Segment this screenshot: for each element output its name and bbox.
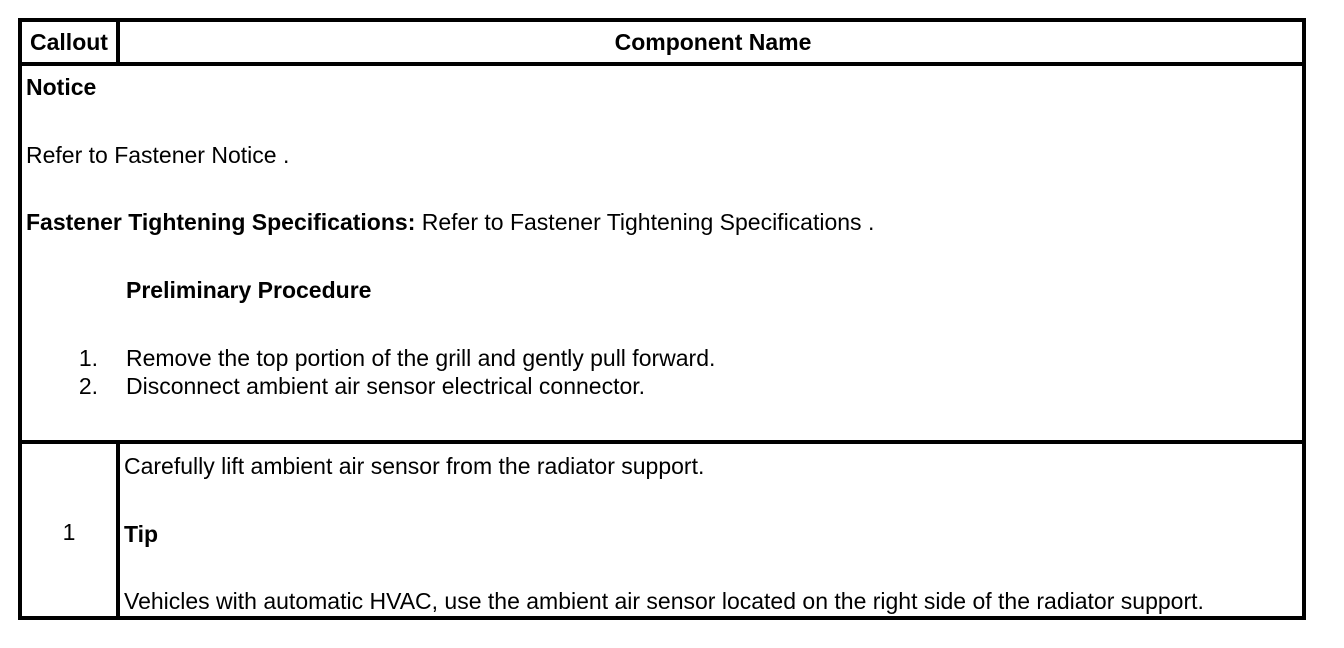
step-number: 1. (78, 345, 98, 371)
step-text: Disconnect ambient air sensor electrical connector. (126, 373, 646, 399)
row-callout: 1 (62, 519, 76, 545)
header-divider (22, 62, 1302, 66)
step-number: 2. (78, 373, 98, 399)
procedure-table (18, 18, 1306, 620)
fastener-spec-line (26, 209, 874, 236)
tip-text: Vehicles with automatic HVAC, use the ambient air sensor located on the right side of the radiator support. (124, 588, 1204, 614)
notice-divider (22, 440, 1302, 444)
step-text: Remove the top portion of the grill and gently pull forward. (126, 345, 716, 371)
notice-title: Notice (26, 74, 97, 100)
notice-body: Refer to Fastener Notice . (26, 142, 290, 168)
preliminary-procedure-title: Preliminary Procedure (126, 277, 372, 303)
row-column-divider (116, 444, 120, 620)
fastener-spec-text: Refer to Fastener Tightening Specifications . (415, 209, 875, 235)
fastener-spec-label: Fastener Tightening Specifications: (26, 209, 416, 235)
header-callout: Callout (30, 29, 108, 55)
row-instruction: Carefully lift ambient air sensor from the radiator support. (124, 453, 705, 479)
header-component-name: Component Name (614, 29, 812, 55)
header-column-divider (116, 22, 120, 62)
tip-title: Tip (124, 521, 159, 547)
